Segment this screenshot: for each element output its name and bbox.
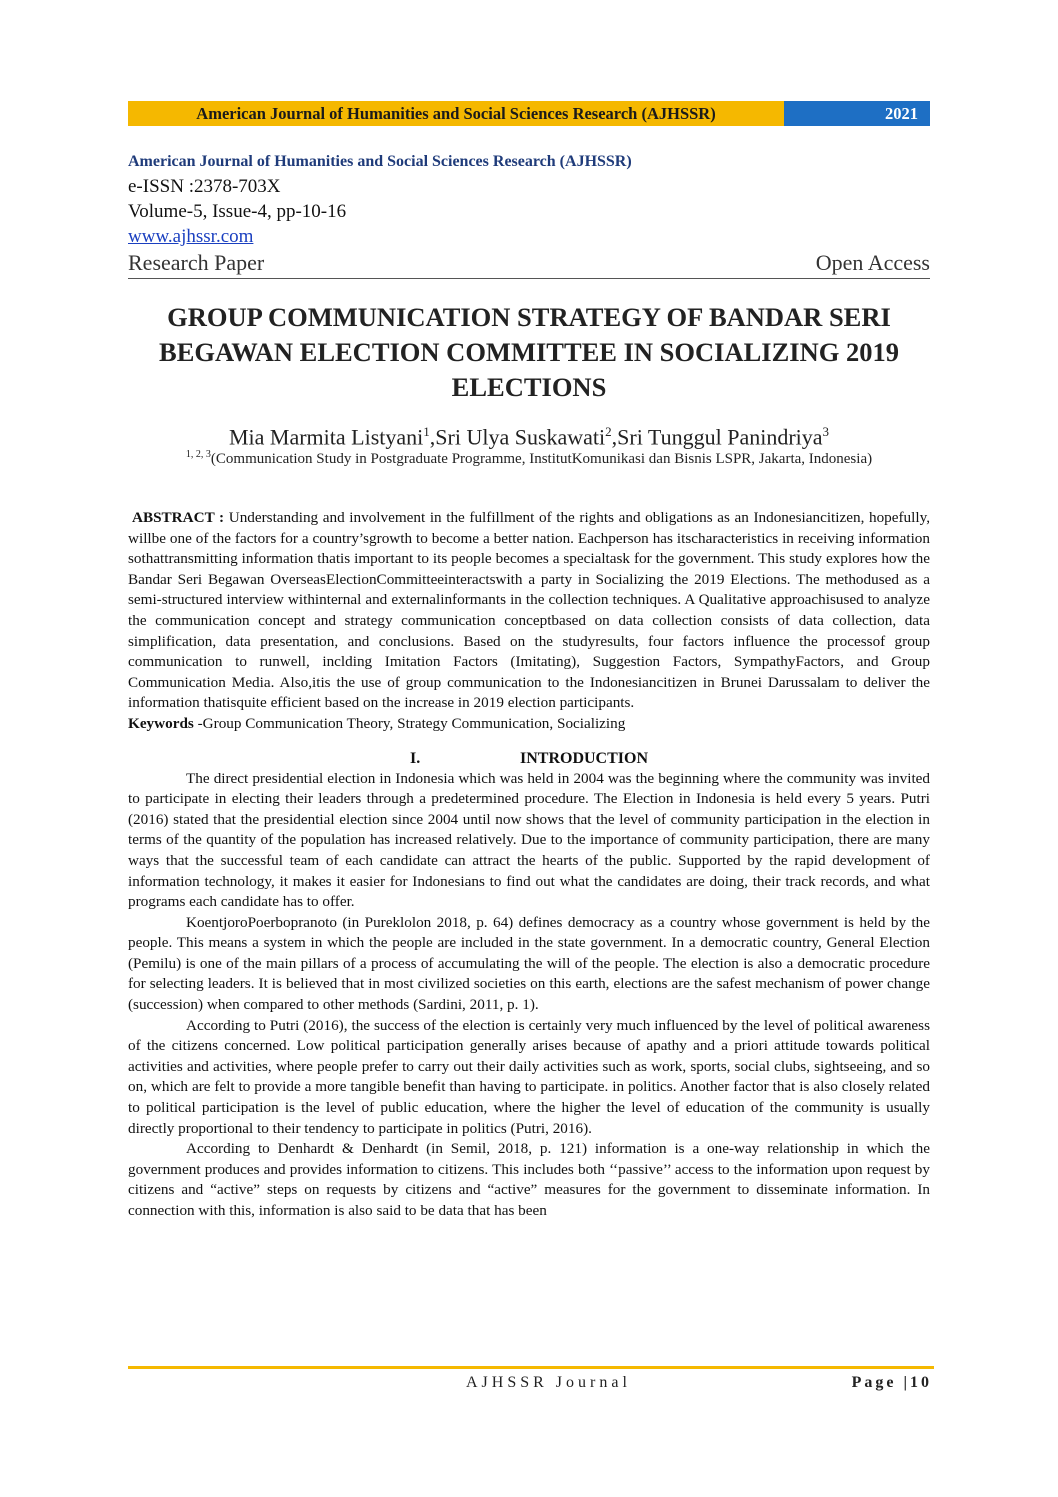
header-journal-name: American Journal of Humanities and Social Sciences Research (AJHSSR) [128, 101, 784, 126]
author-affiliation-mark: 1 [423, 424, 430, 439]
paragraph: According to Denhardt & Denhardt (in Semil, 2018, p. 121) information is a one-way relationship in which the government produces and provides information to citizens. This includes both ‘‘passive’’ access to the information upon request by citizens and “active” steps on requests by citizens and “active” measures for the government to disseminate information. In connection with this, information is also said to be data that has been [128, 1140, 930, 1219]
affiliation [128, 445, 930, 469]
issn: e-ISSN :2378-703X [128, 176, 281, 197]
volume-issue: Volume-5, Issue-4, pp-10-16 [128, 201, 347, 222]
page-footer [128, 1374, 934, 1398]
section-title: INTRODUCTION [519, 749, 648, 767]
keywords-text: -Group Communication Theory, Strategy Communication, Socializing [193, 714, 626, 732]
keywords [128, 714, 930, 735]
header-year: 2021 [784, 101, 930, 126]
section-heading [128, 749, 930, 769]
author-name: ,Sri Tunggul Panindriya [611, 424, 823, 450]
paper-type: Research Paper [128, 250, 265, 275]
running-header [128, 101, 930, 126]
footer-journal: AJHSSR Journal [466, 1374, 631, 1391]
paper-body [128, 508, 930, 1222]
paragraph: According to Putri (2016), the success of the election is certainly very much influenced by the level of political awareness of the citizens concerned. Low political participation generally arises because of apathy and a priori attitude towards political activities and activities, where people prefer to carry out their daily activities such as work, sports, social clubs, sightseeing, and so on, which are felt to provide a more tangible benefit than having to participate. in politics. Another factor that is also closely related to political participation is the level of public education, where the higher the level of education of the community is usually directly proportional to their tendency to participate in politics (Putri, 2016). [128, 1016, 930, 1137]
access-type: Open Access [815, 250, 930, 275]
journal-meta [128, 150, 930, 279]
paper-title: GROUP COMMUNICATION STRATEGY OF BANDAR SERI BEGAWAN ELECTION COMMITTEE IN SOCIALIZING 2019 ELECTIONS [159, 302, 899, 402]
paragraph: KoentjoroPoerbopranoto (in Pureklolon 2018, p. 64) defines democracy as a country whose government is held by the people. This means a system in which the people are included in the state government. In a democratic country, General Election (Pemilu) is one of the main pillars of a process of accumulating the will of the people. The election is also a democratic procedure for selecting leaders. It is believed that in most civilized societies on this earth, elections are the safest mechanism of power change (succession) when compared to other methods (Sardini, 2011, p. 1). [128, 913, 930, 1014]
journal-name: American Journal of Humanities and Social Sciences Research (AJHSSR) [128, 153, 632, 170]
abstract-text: Understanding and involvement in the fulfillment of the rights and obligations as an Indonesiancitizen, hopefully, willbe one of the factors for a country’sgrowth to become a better nation. Eachperson has itscharacteristics in receiving information sothattransmitting information thatis important to its people becomes a specialtask for the government. This study explores how the Bandar Seri Begawan OverseasElectionCommitteeinteractswith a party in Socializing the 2019 Elections. The methodused as a semi-structured interview withinternal and externalinformants in the collection techniques. A Qualitative approachisused to analyze the communication concept and strategy communication conceptbased on data collection consists of data collection, data simplification, data presentation, and conclusions. Based on the studyresults, four factors influence the processof group communication to runwell, inclding Imitation Factors (Imitating), Suggestion Factors, SympathyFactors, and Group Communication Media. Also,itis the use of group communication to the Indonesiancitizen in Brunei Darussalam to deliver the information thatisquite efficient based on the increase in 2019 election participants. [128, 509, 930, 712]
author-name: ,Sri Ulya Suskawati [429, 424, 606, 450]
section-number: I. [409, 749, 421, 767]
paper-type-row [128, 249, 930, 279]
page-number: Page |10 [851, 1374, 932, 1391]
journal-website-link[interactable]: www.ajhssr.com [128, 226, 254, 247]
abstract-label: ABSTRACT : [132, 509, 225, 526]
affiliation-text: (Communication Study in Postgraduate Programme, InstitutKomunikasi dan Bisnis LSPR, Jakarta, Indonesia) [210, 451, 873, 467]
keywords-label: Keywords [128, 714, 194, 732]
author-affiliation-mark: 2 [605, 424, 612, 439]
author-name: Mia Marmita Listyani [228, 424, 424, 450]
affiliation-mark: 1, 2, 3 [185, 449, 211, 460]
footer-divider [128, 1366, 934, 1369]
paragraph: The direct presidential election in Indonesia which was held in 2004 was the beginning where the community was invited to participate in electing their leaders through a predetermined procedure. The Election in Indonesia is held every 5 years. Putri (2016) stated that the presidential election since 2004 until now shows that the level of community participation in the election in terms of the quantity of the population has increased relatively. Due to the importance of community participation, there are many ways that the successful team of each candidate can attract the hearts of the public. Supported by the rapid development of information technology, it makes it easier for Indonesians to find out what the candidates are doing, their track records, and what programs each candidate has to offer. [128, 769, 930, 911]
abstract [128, 508, 930, 714]
author-affiliation-mark: 3 [822, 424, 830, 439]
